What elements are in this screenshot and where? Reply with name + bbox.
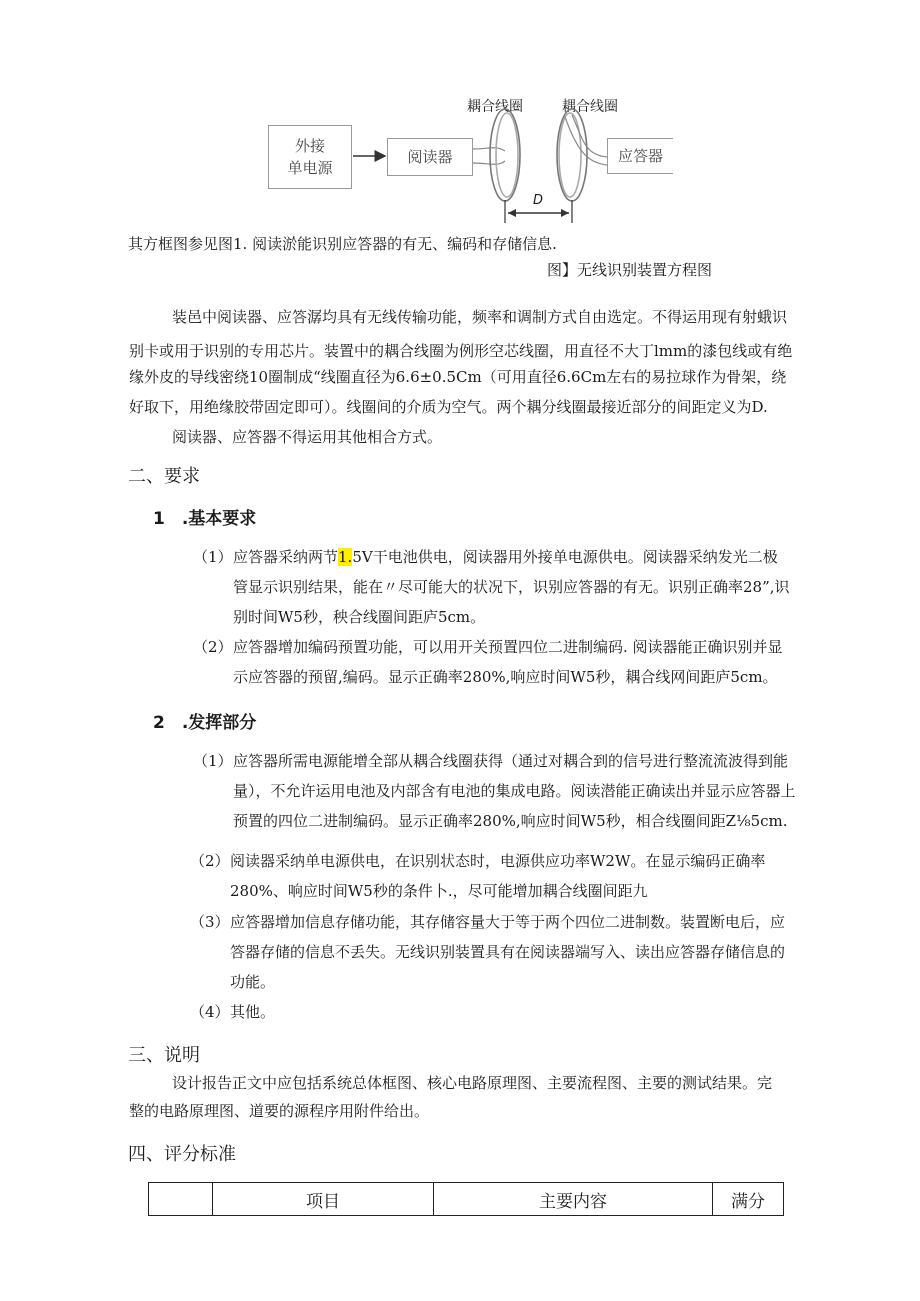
section-3-title: 三、说明 (128, 1045, 200, 1066)
intro-line-2: 别卡或用于识别的专用芯片。装置中的耦合线圈为例形空芯线圈，用直径不大丁lmm的漆包线或有绝 (129, 342, 793, 360)
basic-requirements-title: 1 .基本要求 (153, 509, 257, 529)
adv-item-4-num: （4） (190, 1003, 230, 1021)
basic-item-1-line-1 (233, 547, 778, 567)
adv-item-2-num: （2） (190, 852, 230, 870)
diagram-lines (265, 95, 665, 230)
intro-line-3: 缘外皮的导线密绕10圈制成“线圈直径为6.6±0.5Cm（可用直径6.6Cm左右的易拉球作为骨架，绕 (129, 368, 787, 386)
reader-box: 阅读器 (387, 138, 473, 176)
advanced-title: 2 .发挥部分 (153, 713, 257, 733)
coil-label-left: 耦合线圈 (467, 99, 523, 115)
basic-item-2-line-1: 应答器增加编码预置功能，可以用开关预置四位二进制编码. 阅读器能正确识别并显 (233, 638, 783, 656)
section-2-title: 二、要求 (128, 466, 200, 487)
adv-item-2-line-1: 阅读器采纳单电源供电，在识别状态时，电源供应功率W2W。在显示编码正确率 (230, 852, 766, 870)
adv-item-3-num: （3） (190, 913, 230, 931)
table-header-item: 项目 (213, 1183, 434, 1216)
responder-box: 应答器 (607, 138, 673, 174)
highlight-mark: 1. (338, 548, 353, 566)
basic-item-1-text-a: 应答器采纳两节 (233, 548, 339, 566)
table-header-score: 满分 (713, 1183, 784, 1216)
table-header-row (149, 1183, 784, 1216)
intro-line-1: 装邑中阅读器、应答潺均具有无线传输功能，频率和调制方式自由选定。不得运用现有射蛾识 (172, 308, 788, 326)
basic-item-1-text-b: 5V干电池供电，阅读器用外接单电源供电。阅读器采纳发光二极 (352, 548, 778, 566)
coil-left-icon (490, 109, 520, 201)
adv-item-1-line-1: 应答器所需电源能增全部从耦合线圈获得（通过对耦合到的信号进行整流流波得到能 (233, 752, 789, 770)
adv-item-3-line-2: 答器存储的信息不丢失。无线识别装置具有在阅读器端写入、读出应答器存储信息的 (230, 943, 786, 961)
basic-item-1-line-3: 别时间W5秒，秧合线圈间距庐5cm。 (233, 608, 486, 626)
intro-line-4: 好取下，用绝缘胶带固定即可）。线圈间的介质为空气。两个耦分线圈最接近部分的间距定义为D. (129, 398, 768, 416)
adv-item-4-line-1: 其他。 (230, 1003, 276, 1021)
block-diagram (265, 95, 665, 230)
adv-item-1-line-3: 预置的四位二进制编码。显示正确率280%,响应时间W5秒，相合线圈间距Z⅛5cm. (233, 812, 788, 830)
section-4-title: 四、评分标准 (128, 1144, 236, 1165)
table-header-blank (149, 1183, 213, 1216)
figure-caption: 图】无线识别装置方程图 (547, 261, 713, 279)
basic-item-2-line-2: 示应答器的预留,编码。显示正确率280%,响应时间W5秒，耦合线网间距庐5cm。 (233, 668, 778, 686)
adv-item-1-num: （1） (193, 752, 233, 770)
basic-item-2-num: （2） (193, 638, 233, 656)
scoring-table (148, 1182, 784, 1216)
intro-p2: 阅读器、应答器不得运用其他相合方式。 (172, 428, 443, 446)
adv-item-3-line-1: 应答器增加信息存储功能，其存储容量大于等于两个四位二进制数。装置断电后，应 (230, 913, 786, 931)
section-3-line-2: 整的电路原理图、道要的源程序用附件给出。 (129, 1102, 430, 1120)
basic-item-1-num: （1） (193, 548, 233, 566)
power-box: 外接 单电源 (268, 125, 352, 189)
figure-intro-line: 其方框图参见图1. 阅读淤能识别应答器的有无、编码和存储信息. (128, 235, 557, 253)
coil-right-icon (557, 109, 587, 201)
section-3-line-1: 设计报告正文中应包括系统总体框图、核心电路原理图、主要流程图、主要的测试结果。完 (172, 1074, 773, 1092)
basic-item-1-line-2: 管显示识别结果，能在〃尽可能大的状况下，识别应答器的有无。识别正确率28”,识 (233, 578, 790, 596)
adv-item-2-line-2: 280%、响应时间W5秒的条件卜.，尽可能增加耦合线圈间距九 (230, 882, 648, 900)
table-header-content: 主要内容 (434, 1183, 713, 1216)
adv-item-3-line-3: 功能。 (230, 973, 276, 991)
distance-label: D (533, 193, 544, 208)
adv-item-1-line-2: 量），不允许运用电池及内部含有电池的集成电路。阅读潜能正确读出并显示应答器上 (233, 782, 796, 800)
coil-label-right: 耦合线圈 (562, 99, 618, 115)
